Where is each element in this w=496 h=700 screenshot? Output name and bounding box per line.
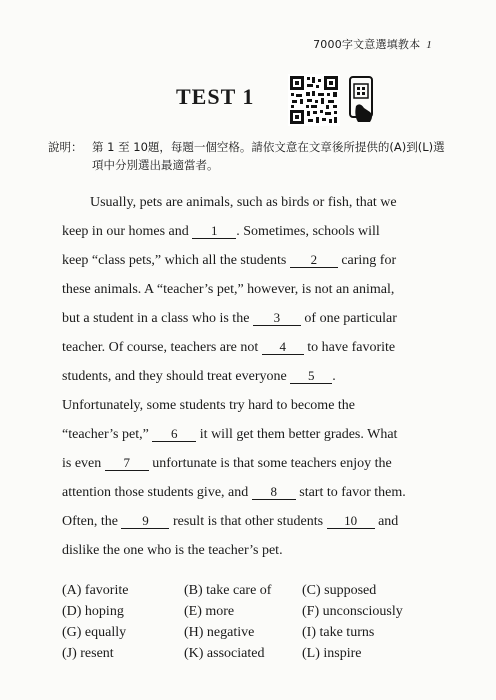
instructions	[48, 138, 448, 174]
option-g: (G) equally	[62, 625, 127, 640]
passage-line	[62, 362, 446, 391]
phone-scan-icon	[348, 76, 376, 124]
passage-line	[62, 507, 446, 536]
passage-text: start to favor them.	[299, 485, 406, 500]
option-row	[62, 643, 442, 664]
passage-line	[62, 275, 446, 304]
instructions-label: 說明：	[48, 140, 83, 154]
option-f: (F) unconsciously	[302, 604, 403, 619]
passage-line	[62, 304, 446, 333]
blank-5: 5	[290, 369, 332, 384]
passage-text: Often, the	[62, 514, 118, 529]
passage-line	[62, 478, 446, 507]
passage-line	[62, 188, 446, 217]
option-k: (K) associated	[184, 646, 265, 661]
option-d: (D) hoping	[62, 604, 124, 619]
passage-text: .	[332, 369, 336, 384]
passage-line	[62, 333, 446, 362]
passage-text: “teacher’s pet,”	[62, 427, 149, 442]
passage-line	[62, 420, 446, 449]
passage-line	[62, 217, 446, 246]
passage-text: these animals. A “teacher’s pet,” however, is not an animal,	[62, 282, 395, 297]
blank-9: 9	[121, 514, 169, 529]
passage-text: students, and they should treat everyone	[62, 369, 287, 384]
passage-text: but a student in a class who is the	[62, 311, 250, 326]
passage-text: of one particular	[304, 311, 397, 326]
passage-text: and	[378, 514, 399, 529]
blank-3: 3	[253, 311, 301, 326]
passage	[62, 188, 446, 565]
blank-1: 1	[192, 224, 236, 239]
option-h: (H) negative	[184, 625, 255, 640]
page-header	[313, 36, 432, 52]
option-i: (I) take turns	[302, 625, 375, 640]
passage-text: caring for	[341, 253, 397, 268]
passage-line	[62, 391, 446, 420]
passage-text: to have favorite	[307, 340, 396, 355]
passage-text: result is that other students	[172, 514, 324, 529]
passage-text: is even	[62, 456, 102, 471]
passage-text: unfortunate is that some teachers enjoy the	[152, 456, 392, 471]
blank-8: 8	[252, 485, 296, 500]
instructions-text: 第 1 至 10題，每題一個空格。請依文意在文章後所提供的(A)到(L)選項中分別選出最適當者。	[92, 140, 445, 172]
page-title: TEST 1	[176, 84, 255, 109]
passage-text: it will get them better grades. What	[199, 427, 398, 442]
passage-line	[62, 449, 446, 478]
option-c: (C) supposed	[302, 583, 377, 598]
passage-text: Usually, pets are animals, such as birds or fish, that we	[90, 195, 397, 210]
qr-code-icon	[288, 74, 340, 126]
passage-line	[62, 246, 446, 275]
option-l: (L) inspire	[302, 646, 362, 661]
passage-text: keep “class pets,” which all the students	[62, 253, 287, 268]
option-row	[62, 622, 442, 643]
passage-line	[62, 536, 446, 565]
passage-text: . Sometimes, schools will	[236, 224, 380, 239]
blank-2: 2	[290, 253, 338, 268]
option-row	[62, 580, 442, 601]
passage-text: attention those students give, and	[62, 485, 249, 500]
answer-options	[62, 580, 442, 664]
blank-4: 4	[262, 340, 304, 355]
option-e: (E) more	[184, 604, 235, 619]
page-number: 1	[426, 39, 432, 51]
option-b: (B) take care of	[184, 583, 272, 598]
option-row	[62, 601, 442, 622]
option-a: (A) favorite	[62, 583, 129, 598]
passage-text: teacher. Of course, teachers are not	[62, 340, 259, 355]
passage-text: dislike the one who is the teacher’s pet.	[62, 543, 283, 558]
passage-text: Unfortunately, some students try hard to become the	[62, 398, 356, 413]
passage-text: keep in our homes and	[62, 224, 189, 239]
blank-10: 10	[327, 514, 375, 529]
option-j: (J) resent	[62, 646, 114, 661]
book-title: 7000字文意選填教本	[313, 38, 421, 51]
blank-6: 6	[152, 427, 196, 442]
blank-7: 7	[105, 456, 149, 471]
